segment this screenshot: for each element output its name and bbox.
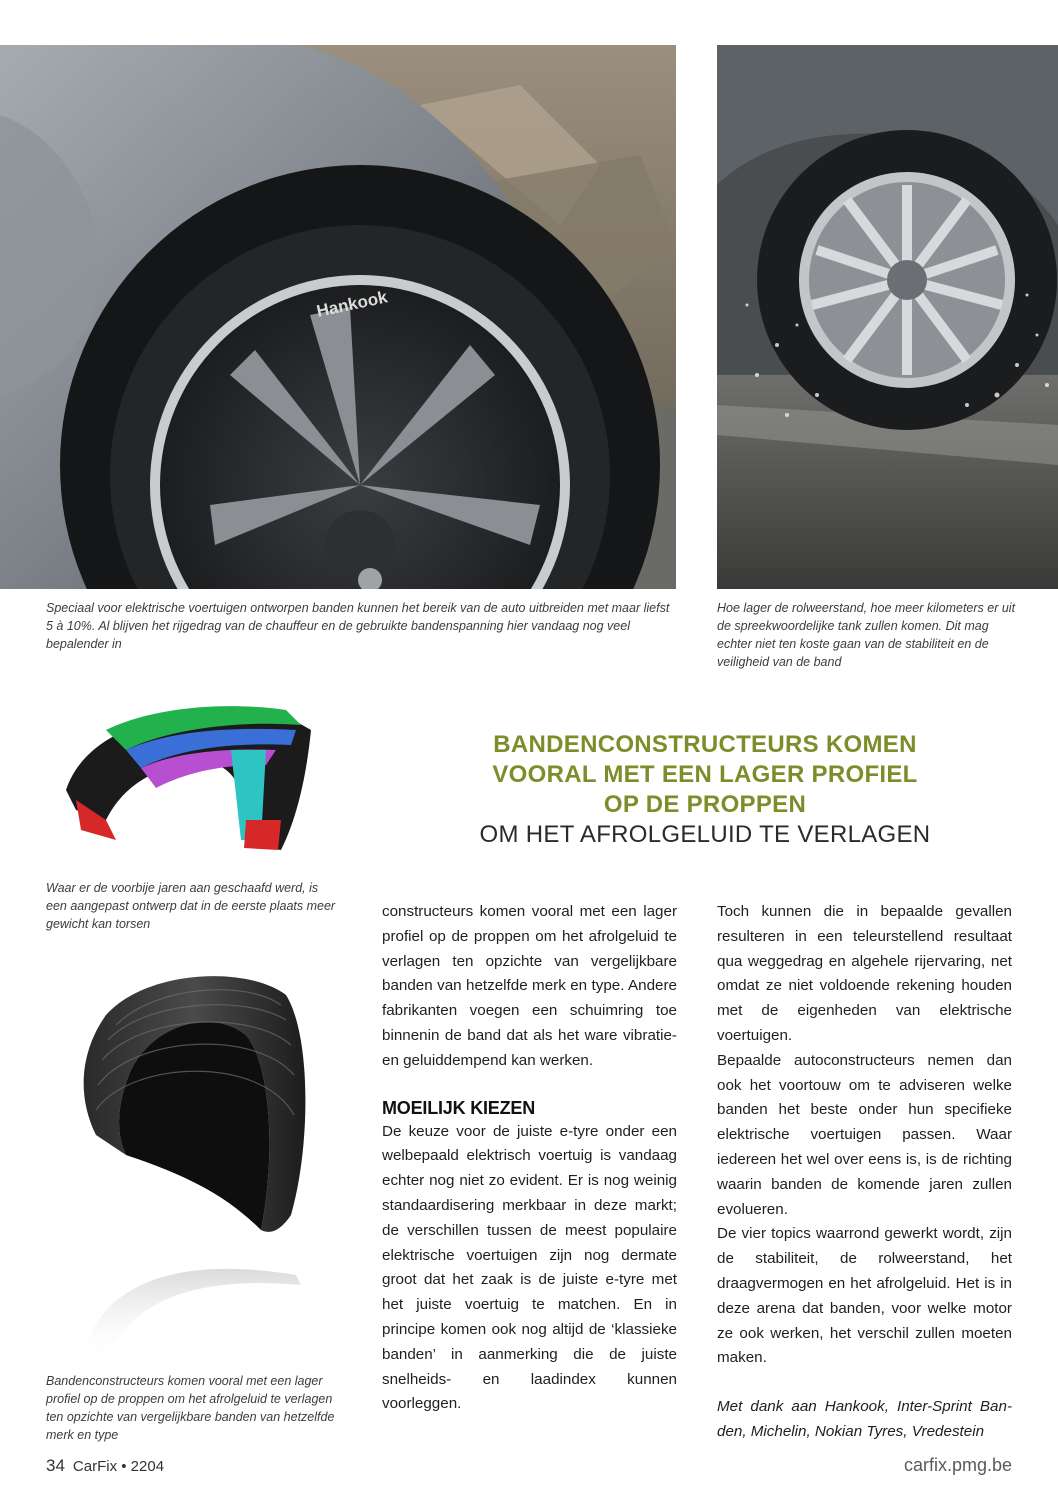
acknowledgements: Met dank aan Hankook, Inter-Sprint Banden, Michelin, Nokian Tyres, Vredestein — [717, 1398, 1012, 1440]
article-paragraph: Bepaalde autoconstructeurs nemen dan ook het voortouw om te adviseren welke banden het beste onder hun specifieke elektrische voertuigen passen. Waar iedereen het wel over eens is, is de richting waarin banden de komende jaren zullen evolueren. — [717, 1051, 1012, 1218]
page-number: 34 — [46, 1456, 65, 1475]
footer-website: carfix.pmg.be — [903, 1455, 1012, 1475]
pull-quote-line-3: OP DE PROPPEN — [603, 791, 807, 818]
tire-brand-label: Hankook — [314, 287, 390, 321]
article-paragraph: Toch kunnen die in bepaalde gevallen resulteren in een teleurstellend resultaat qua weggedrag en algehele rijervaring, net omdat ze niet voldoende rekening houden met de eigenheden van elektrische voertuigen. — [717, 903, 1012, 1044]
photo-car-wheel — [0, 45, 676, 589]
article-column-1 — [382, 900, 677, 1417]
issue-label: CarFix • 2204 — [72, 1458, 165, 1475]
footer-page-info — [46, 1456, 164, 1476]
photo-wet-road-wheel — [717, 45, 1058, 589]
pull-quote — [455, 730, 955, 850]
article-column-2 — [717, 900, 1012, 1445]
pull-quote-line-2: VOORAL MET EEN LAGER PROFIEL — [492, 761, 918, 788]
caption-photo-wet-road: Hoe lager de rolweerstand, hoe meer kilometers er uit de spreekwoordelijke tank zullen komen. Dit mag echter niet ten koste gaan van de stabiliteit en de veiligheid van de band — [717, 601, 1016, 669]
article-paragraph: De vier topics waarrond gewerkt wordt, zijn de stabiliteit, de rolweerstand, het draagvermogen en het afrolgeluid. Het is in deze arena dat banden, voor welke motor ze ook werken, het verschil zullen moeten maken. — [717, 1225, 1012, 1367]
pull-quote-line-1: BANDENCONSTRUCTEURS KOMEN — [493, 731, 917, 758]
illustration-tire-cross-section — [46, 690, 336, 865]
article-paragraph: constructeurs komen vooral met een lager profiel op de proppen om het afrolgeluid te verlagen ten opzichte van vergelijkbare banden van hetzelfde merk en type. Andere fabrikanten voegen een schuimring toe binnenin de band dat als het ware vibratie- en geluiddempend kan werken. — [382, 903, 677, 1069]
caption-tire-cross-section: Waar er de voorbije jaren aan geschaafd werd, is een aangepast ontwerp dat in de eerste plaats meer gewicht kan torsen — [46, 881, 336, 931]
pull-quote-subline: OM HET AFROLGELUID TE VERLAGEN — [479, 821, 931, 848]
caption-tire-product: Bandenconstructeurs komen vooral met een lager profiel op de proppen om het afrolgeluid te verlagen ten opzichte van vergelijkbare banden van hetzelfde merk en type — [46, 1374, 335, 1442]
article-paragraph: De keuze voor de juiste e-tyre onder een welbepaald elektrisch voertuig is vandaag echter nog niet zo evident. Er is nog weinig standaardisering merkbaar in deze markt; de verschillen tussen de meest populaire elektrische voertuigen zijn nog dermate groot dat het zaak is de juiste e-tyre met het juiste voertuig te matchen. En in principe komen ook nog altijd de ‘klassieke banden’ in aanmerking die de juiste snelheids- en laadindex kunnen voorleggen. — [382, 1122, 677, 1413]
caption-photo-car-wheel: Speciaal voor elektrische voertuigen ontworpen banden kunnen het bereik van de auto uitbreiden met maar liefst 5 à 10%. Al blijven het rijgedrag van de chauffeur en de gebruikte bandenspanning hier vandaag nog veel bepalender in — [46, 601, 670, 651]
section-heading: MOEILIJK KIEZEN — [382, 1097, 536, 1118]
photo-tire-product — [46, 955, 336, 1365]
